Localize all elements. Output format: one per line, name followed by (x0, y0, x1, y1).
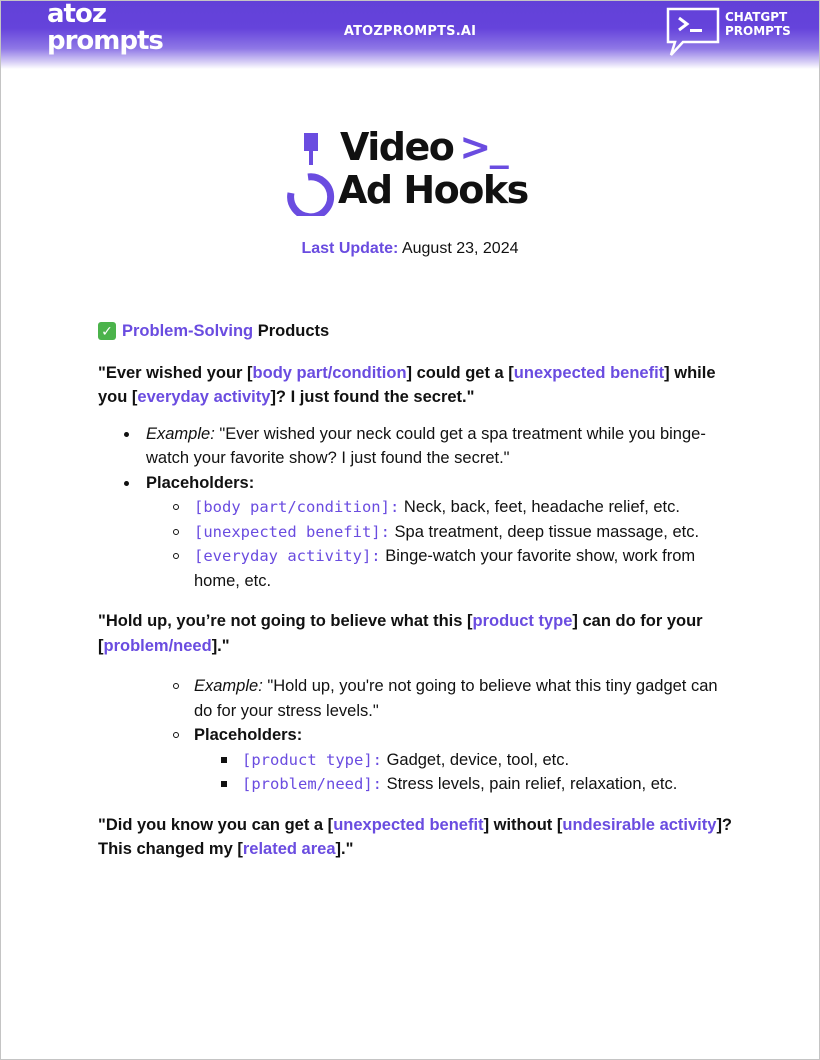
badge-line-1: CHATGPT (725, 10, 788, 24)
placeholders-item (146, 471, 738, 594)
last-update (1, 240, 819, 258)
document-content (98, 319, 738, 878)
placeholder-ref: everyday activity (137, 388, 271, 406)
placeholder-value: Spa treatment, deep tissue massage, etc. (389, 522, 700, 541)
check-icon: ✓ (98, 322, 116, 340)
hook-text: "Ever wished your [ (98, 363, 253, 382)
hook-3 (98, 813, 738, 862)
example-item (194, 674, 738, 723)
placeholder-item (194, 495, 738, 520)
header-banner (1, 1, 819, 69)
placeholder-ref: product type (472, 612, 573, 630)
prompt-symbol: >_ (459, 125, 508, 169)
placeholder-value: Stress levels, pain relief, relaxation, etc. (381, 775, 678, 793)
placeholder-item (194, 520, 738, 545)
placeholder-item (242, 772, 738, 797)
hook-text: ] without [ (483, 815, 563, 834)
placeholder-value: Gadget, device, tool, etc. (381, 750, 570, 769)
title-line-2: Ad Hooks (338, 168, 528, 212)
hook-text: ] can do for your [ (98, 612, 708, 655)
placeholder-ref: undesirable activity (562, 815, 717, 834)
hook-text: ]." (211, 636, 230, 655)
example-text: "Hold up, you're not going to believe what this tiny gadget can do for your stress levels." (194, 677, 723, 720)
video-ad-hooks-logo (284, 125, 544, 216)
hook-text: ] while you [ (98, 363, 721, 406)
hook-text: ]." (335, 840, 354, 858)
placeholder-ref: unexpected benefit (333, 815, 484, 834)
title-line-1: Video (340, 125, 454, 169)
placeholder-list (194, 748, 738, 797)
placeholder-ref: unexpected benefit (513, 363, 665, 382)
placeholders-label: Placeholders: (146, 473, 255, 492)
brand-line-1: atoz (47, 0, 106, 29)
last-update-value: August 23, 2024 (398, 240, 519, 257)
placeholder-ref: problem/need (103, 636, 212, 655)
hook-text: "Did you know you can get a [ (98, 815, 334, 834)
placeholder-list (146, 495, 738, 593)
example-text: "Ever wished your neck could get a spa treatment while you binge-watch your favorite show? I just found the secret." (146, 424, 706, 467)
placeholder-key: [unexpected benefit]: (194, 522, 390, 541)
badge-line-2: PROMPTS (725, 24, 791, 38)
example-label: Example: (146, 424, 215, 443)
placeholder-key: [product type]: (242, 750, 382, 769)
example-label: Example: (194, 677, 263, 695)
placeholder-item (194, 544, 738, 593)
placeholder-value: Binge-watch your favorite show, work from home, etc. (194, 547, 700, 590)
placeholder-item (242, 748, 738, 773)
hook-icon (284, 131, 340, 216)
last-update-label: Last Update: (301, 240, 399, 257)
placeholders-item (194, 723, 738, 797)
hook-text: ]? I just found the secret." (270, 388, 475, 406)
hook-text: ] could get a [ (406, 363, 514, 382)
placeholders-label: Placeholders: (194, 726, 303, 744)
section-highlight: Problem-Solving (122, 322, 254, 340)
placeholder-key: [everyday activity]: (194, 547, 381, 565)
hook-1 (98, 361, 738, 410)
chatgpt-prompts-badge[interactable] (665, 6, 791, 63)
placeholder-key: [body part/condition]: (194, 498, 400, 516)
placeholder-value: Neck, back, feet, headache relief, etc. (399, 498, 680, 516)
hook-text: ]? This changed my [ (98, 815, 737, 858)
hook-2-details (98, 674, 738, 797)
brand-line-2: prompts (47, 26, 163, 56)
section-heading (98, 319, 738, 344)
placeholder-ref: related area (242, 840, 336, 858)
placeholder-ref: body part/condition (252, 363, 407, 382)
hook-text: "Hold up, you’re not going to believe what this [ (98, 612, 473, 630)
example-item (146, 422, 738, 471)
hook-1-details (98, 422, 738, 594)
section-rest: Products (253, 322, 330, 340)
placeholder-key: [problem/need]: (242, 775, 382, 793)
terminal-chat-icon (665, 6, 721, 58)
hook-2 (98, 609, 738, 658)
site-name-link[interactable]: ATOZPROMPTS.AI (343, 24, 477, 39)
